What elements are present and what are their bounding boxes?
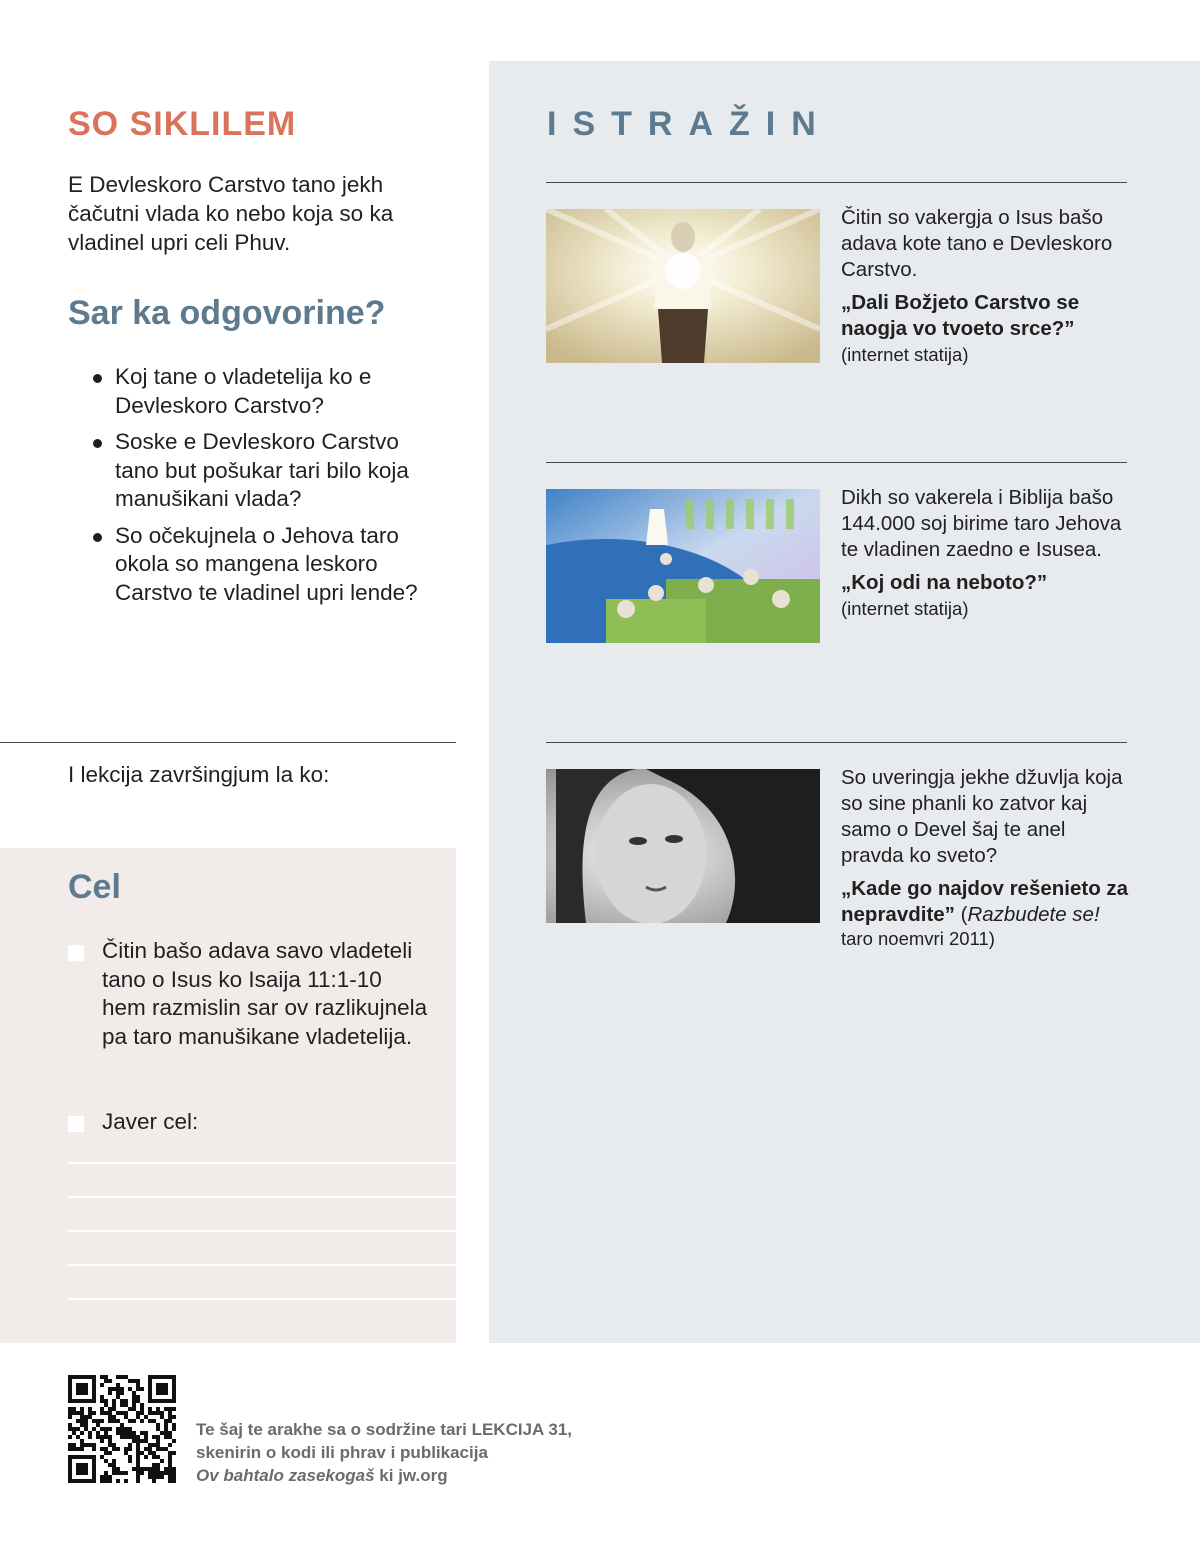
review-questions bbox=[115, 363, 445, 615]
answer-heading: Sar ka odgovorine? bbox=[68, 294, 386, 332]
explore-heading: ISTRAŽIN bbox=[547, 105, 832, 143]
section-divider bbox=[0, 742, 456, 743]
item-source: (internet statija) bbox=[841, 598, 969, 619]
footer-line: Te šaj te arakhe sa o sodržine tari LEKCIJA 31, bbox=[196, 1420, 573, 1439]
article-link[interactable]: „Dali Božjeto Carstvo se naogja vo tvoeto srce?” bbox=[841, 291, 1080, 340]
footer-italic: Ov bahtalo zasekogaš bbox=[196, 1466, 375, 1485]
checkbox[interactable] bbox=[68, 945, 84, 961]
footer-link[interactable]: ki jw.org bbox=[374, 1466, 448, 1485]
article-link[interactable] bbox=[841, 876, 1131, 928]
checkbox[interactable] bbox=[68, 1116, 84, 1132]
completed-date-label: I lekcija završingjum la ko: bbox=[68, 762, 330, 787]
write-line[interactable] bbox=[68, 1196, 456, 1198]
item-source: taro noemvri 2011) bbox=[841, 928, 995, 949]
footer-line: skenirin o kodi ili phrav i publikacija bbox=[196, 1443, 488, 1462]
footer-note bbox=[196, 1418, 616, 1487]
question-item: Soske e Devleskoro Carstvo tano but pošukar tari bilo koja manušikani vlada? bbox=[115, 428, 445, 514]
heavenly-rulers-image[interactable] bbox=[546, 489, 820, 643]
write-line[interactable] bbox=[68, 1230, 456, 1232]
article-title[interactable]: „Kade go najdov rešenieto za nepravdite” bbox=[841, 877, 1129, 926]
article-link[interactable]: „Koj odi na neboto?” bbox=[841, 571, 1048, 594]
section-divider bbox=[546, 742, 1127, 743]
write-line[interactable] bbox=[68, 1264, 456, 1266]
item-source: (internet statija) bbox=[841, 344, 969, 365]
item-description: Dikh so vakerela i Biblija bašo 144.000 soj birime taro Jehova te vladinen zaedno e Isusea. bbox=[841, 486, 1122, 561]
glowing-man-image[interactable] bbox=[546, 209, 820, 363]
learned-summary: E Devleskoro Carstvo tano jekh čačutni vlada ko nebo koja so ka vladinel upri celi Phuv. bbox=[68, 172, 394, 255]
source-open: ( bbox=[954, 903, 968, 926]
woman-portrait-image[interactable] bbox=[546, 769, 820, 923]
goal-item-text: Čitin bašo adava savo vladeteli tano o Isus ko Isaija 11:1-10 hem razmislin sar ov razlikujnela pa taro manušikane vladetelija. bbox=[102, 938, 428, 1049]
explore-item bbox=[841, 765, 1131, 952]
footer-line bbox=[196, 1464, 616, 1487]
item-description: So uveringja jekhe džuvlja koja so sine phanli ko zatvor kaj samo o Devel šaj te anel pravda ko sveto? bbox=[841, 766, 1123, 867]
goal-panel bbox=[0, 848, 456, 1343]
question-item: Koj tane o vladetelija ko e Devleskoro Carstvo? bbox=[115, 363, 445, 420]
explore-item bbox=[841, 205, 1131, 368]
goal-item-text: Javer cel: bbox=[102, 1109, 199, 1134]
question-item: So očekujnela o Jehova taro okola so mangena leskoro Carstvo te vladinel upri lende? bbox=[115, 522, 445, 608]
goal-checkbox-item[interactable] bbox=[68, 937, 428, 1051]
section-divider bbox=[546, 182, 1127, 183]
item-description: Čitin so vakergja o Isus bašo adava kote tano e Devleskoro Carstvo. bbox=[841, 206, 1113, 281]
source-italic: Razbudete se! bbox=[967, 903, 1100, 926]
explore-item bbox=[841, 485, 1131, 622]
write-line[interactable] bbox=[68, 1162, 456, 1164]
write-line[interactable] bbox=[68, 1298, 456, 1300]
goal-checkbox-item[interactable] bbox=[68, 1108, 428, 1137]
qr-code[interactable] bbox=[68, 1375, 176, 1483]
goal-heading: Cel bbox=[68, 868, 121, 906]
learned-heading: SO SIKLILEM bbox=[68, 105, 297, 143]
section-divider bbox=[546, 462, 1127, 463]
